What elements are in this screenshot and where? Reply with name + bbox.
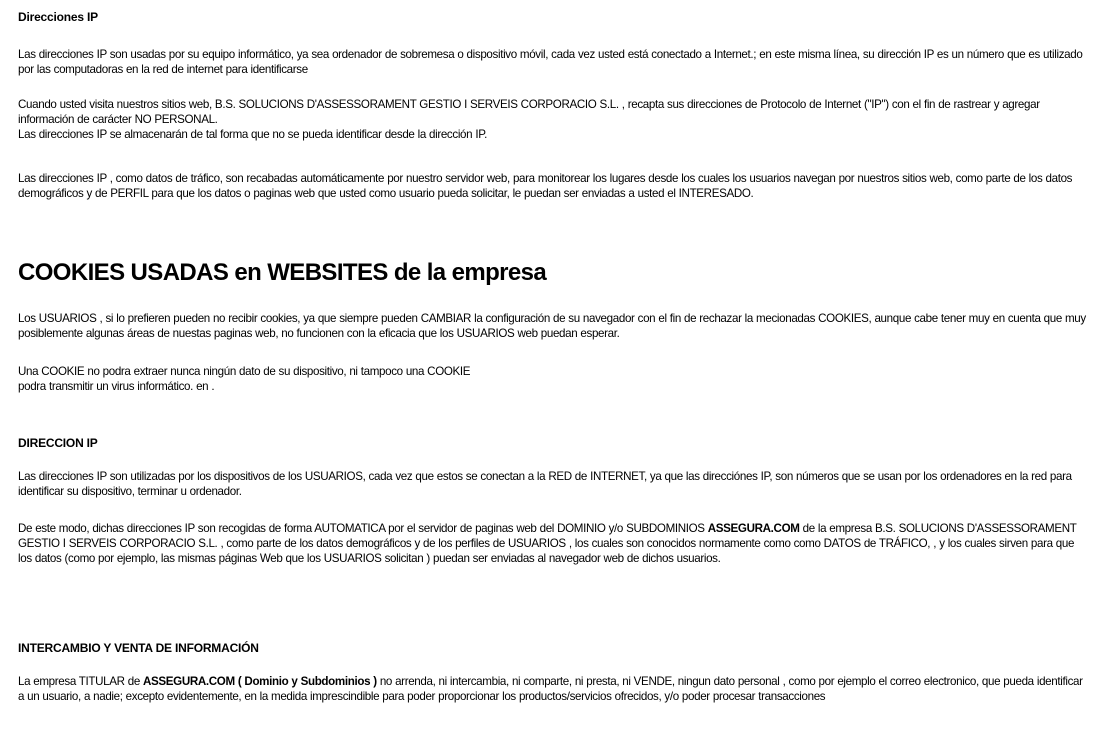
paragraph-ip-automatic-part1: De este modo, dichas direcciones IP son recogidas de forma AUTOMATICA por el servidor de paginas web del DOMINIO y/o SUBDOMINIOS [18, 522, 708, 535]
paragraph-cookies-safety-line1: Una COOKIE no podra extraer nunca ningún dato de su dispositivo, ni tampoco una COOKIE [18, 365, 471, 378]
paragraph-ip-usage: Las direcciones IP son usadas por su equipo informático, ya sea ordenador de sobremesa o dispositivo móvil, cada vez usted está conectado a Internet.; en este misma línea, su dirección IP es un número que es utilizado por las computadoras en la red de internet para identificarse [18, 48, 1083, 76]
paragraph-ip-automatic [18, 521, 1088, 566]
paragraph-cookies-safety-line2: podra transmitir un virus informático. en . [18, 380, 215, 393]
paragraph-cookies-refuse: Los USUARIOS , si lo prefieren pueden no recibir cookies, ya que siempre pueden CAMBIAR la configuración de su navegador con el fin de rechazar la mecionadas COOKIES, aunque cabe tener muy en cuenta que muy posiblemente algunas áreas de nuestas paginas web, no funcionen con la eficacia que los USUARIOS web puedan esperar. [18, 312, 1086, 340]
paragraph-ip-devices: Las direcciones IP son utilizadas por los dispositivos de los USUARIOS, cada vez que estos se conectan a la RED de INTERNET, ya que las direcciónes IP, son números que se usan por los ordenadores en la red para identificar su dispositivo, terminar u ordenador. [18, 470, 1072, 498]
paragraph-exchange-part1: La empresa TITULAR de [18, 675, 143, 688]
paragraph-ip-traffic: Las direcciones IP , como datos de tráfico, son recabadas automáticamente por nuestro servidor web, para monitorear los lugares desde los cuales los usuarios navegan por nuestros sitios web, como parte de los datos demográficos y de PERFIL para que los datos o paginas web que usted como usuario pueda solicitar, le puedan ser enviadas a usted el INTERESADO. [18, 172, 1073, 200]
paragraph-exchange-part2: no arrenda, ni intercambia, ni comparte, ni presta, ni VENDE, ningun dato personal , como por ejemplo el correo electronico, que pueda identificar a un usuario, a nadie; excepto evidentemente, en la medida imprescindible para poder proporcionar los productos/servicios ofrecidos, y/o poder procesar transacciones [18, 675, 1083, 703]
heading-cookies: COOKIES USADAS en WEBSITES de la empresa [18, 259, 547, 286]
paragraph-ip-collection-line2: Las direcciones IP se almacenarán de tal forma que no se pueda identificar desde la dirección IP. [18, 128, 487, 141]
heading-exchange: INTERCAMBIO Y VENTA DE INFORMACIÓN [18, 641, 259, 655]
heading-ip-addresses: Direcciones IP [18, 10, 98, 24]
paragraph-ip-collection [18, 97, 1088, 142]
heading-ip-direction: DIRECCION IP [18, 436, 98, 450]
paragraph-cookies-safety [18, 364, 1088, 394]
paragraph-ip-collection-line1: Cuando usted visita nuestros sitios web, B.S. SOLUCIONS D'ASSESSORAMENT GESTIO I SERVEIS CORPORACIO S.L. , recapta sus direcciones de Protocolo de Internet ("IP") con el fin de rastrear y agregar información de carácter NO PERSONAL. [18, 98, 1040, 126]
paragraph-exchange [18, 674, 1088, 704]
section-ip-addresses [18, 10, 1088, 24]
paragraph-ip-automatic-part2: de la empresa B.S. SOLUCIONS D'ASSESSORAMENT GESTIO I SERVEIS CORPORACIO S.L. , como parte de los datos demográficos y de los perfiles de USUARIOS , los cuales son conocidos normamente como como DATOS de TRÁFICO, , y los cuales sirven para que los datos (como por ejemplo, las mismas páginas Web que los USUARIOS solicitan ) puedan ser enviadas al navegador web de dichos usuarios. [18, 522, 1077, 565]
domain-name-assegura: ASSEGURA.COM [707, 522, 800, 535]
domain-name-assegura-subdomains: ASSEGURA.COM ( Dominio y Subdominios ) [143, 675, 377, 688]
